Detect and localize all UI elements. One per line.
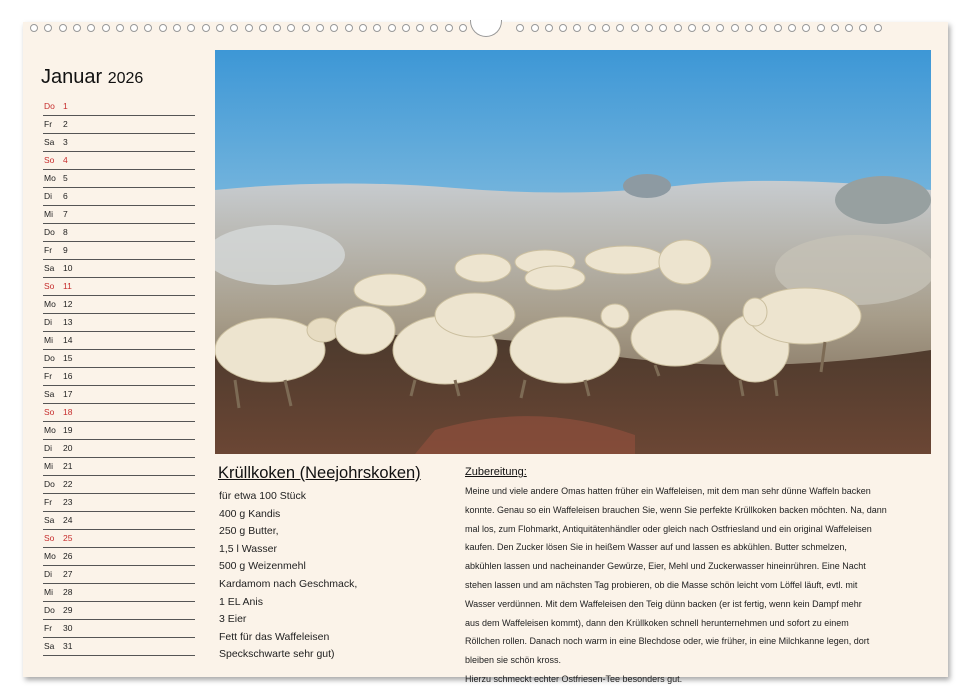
month-year: 2026 — [107, 70, 144, 87]
binding-ring — [802, 24, 810, 32]
day-number: 11 — [63, 281, 72, 291]
day-number: 24 — [63, 515, 73, 525]
binding-ring — [330, 24, 338, 32]
day-row — [43, 548, 195, 566]
month-heading — [41, 66, 143, 89]
binding-ring — [245, 24, 253, 32]
binding-ring — [459, 24, 467, 32]
binding-ring — [73, 24, 81, 32]
day-row — [43, 566, 195, 584]
day-number: 17 — [63, 389, 73, 399]
binding-ring — [688, 24, 696, 32]
ingredient-item: 250 g Butter, — [219, 525, 279, 538]
day-number: 28 — [63, 587, 73, 597]
day-number: 25 — [63, 533, 73, 543]
day-number: 6 — [63, 191, 68, 201]
day-row — [43, 404, 195, 422]
binding-ring — [159, 24, 167, 32]
binding-ring — [602, 24, 610, 32]
preparation-line: bleiben sie schön kross. — [465, 655, 562, 666]
binding-ring — [373, 24, 381, 32]
ingredient-item: für etwa 100 Stück — [219, 490, 306, 502]
day-row — [43, 98, 195, 116]
weekday-label: Sa — [44, 515, 55, 525]
day-number: 27 — [63, 569, 73, 579]
weekday-label: Mo — [44, 425, 56, 435]
binding-ring — [716, 24, 724, 32]
weekday-label: Sa — [44, 641, 55, 651]
ingredient-item: Fett für das Waffeleisen — [219, 630, 330, 643]
binding-ring — [287, 24, 295, 32]
weekday-label: Mi — [44, 209, 53, 219]
binding-ring — [416, 24, 424, 32]
day-row — [43, 224, 195, 242]
binding-ring — [102, 24, 110, 32]
weekday-label: Do — [44, 479, 55, 489]
ingredient-item: 400 g Kandis — [219, 507, 281, 520]
weekday-label: Sa — [44, 137, 55, 147]
binding-ring — [316, 24, 324, 32]
binding-ring — [588, 24, 596, 32]
preparation-line: Meine und viele andere Omas hatten früher ein Waffeleisen, mit dem man sehr dünne Waffeln backen — [465, 486, 871, 496]
day-number: 30 — [63, 623, 73, 633]
binding-ring — [759, 24, 767, 32]
binding-ring — [430, 24, 438, 32]
preparation-line: abkühlen lassen und nacheinander Gewürze, Eier, Mehl und Zuckerwasser hineinrühren. Eine Nacht — [465, 561, 866, 572]
day-number: 16 — [63, 371, 73, 381]
preparation-line: kaufen. Den Zucker lösen Sie in heißem Wasser auf und lassen es abkühlen. Butter schmelzen, — [465, 542, 847, 553]
weekday-label: Fr — [44, 245, 53, 255]
binding-ring — [259, 24, 267, 32]
day-row — [43, 332, 195, 350]
day-number: 31 — [63, 641, 73, 651]
preparation-line: konnte. Genau so ein Waffeleisen brauchen Sie, wenn Sie perfekte Krüllkoken backen möchten. Na, dann — [465, 504, 887, 515]
weekday-label: Mo — [44, 551, 56, 561]
day-row — [43, 440, 195, 458]
binding-ring — [187, 24, 195, 32]
weekday-label: Fr — [44, 623, 53, 633]
day-row — [43, 494, 195, 512]
day-number: 3 — [63, 137, 68, 147]
binding-ring — [144, 24, 152, 32]
binding-ring — [445, 24, 453, 32]
binding-ring — [59, 24, 67, 32]
weekday-label: Fr — [44, 497, 53, 507]
weekday-label: So — [44, 533, 55, 543]
weekday-label: Sa — [44, 263, 55, 273]
binding-ring — [545, 24, 553, 32]
weekday-label: Mi — [44, 461, 53, 471]
binding-ring — [359, 24, 367, 32]
weekday-label: Do — [44, 605, 55, 615]
binding-ring — [831, 24, 839, 32]
day-row — [43, 386, 195, 404]
binding-ring — [859, 24, 867, 32]
binding-ring — [345, 24, 353, 32]
day-number: 26 — [63, 551, 73, 561]
day-number: 29 — [63, 605, 73, 615]
ingredient-item: Speckschwarte sehr gut) — [219, 648, 335, 661]
weekday-label: Fr — [44, 119, 53, 129]
binding-ring — [44, 24, 52, 32]
binding-ring — [388, 24, 396, 32]
weekday-label: Do — [44, 353, 55, 363]
weekday-label: Mi — [44, 587, 53, 597]
day-row — [43, 584, 195, 602]
preparation-line: aus dem Waffeleisen kommt), dann den Krüllkoken schnell herunternehmen und sofort zu einem — [465, 617, 849, 628]
sheep-photo — [215, 50, 931, 454]
weekday-label: Sa — [44, 389, 55, 399]
binding-ring — [273, 24, 281, 32]
day-number: 2 — [63, 119, 68, 129]
day-row — [43, 206, 195, 224]
weekday-label: Di — [44, 443, 53, 453]
day-number: 10 — [63, 263, 73, 273]
day-number: 1 — [63, 101, 68, 111]
day-row — [43, 620, 195, 638]
binding-ring — [631, 24, 639, 32]
day-row — [43, 512, 195, 530]
weekday-label: Mo — [44, 173, 56, 183]
binding-ring — [516, 24, 524, 32]
binding-ring — [87, 24, 95, 32]
day-row — [43, 368, 195, 386]
preparation-line: mal los, zum Flohmarkt, Antiquitätenhändler oder gleich nach Ostfriesland und ein original Waffeleisen — [465, 523, 872, 534]
day-row — [43, 458, 195, 476]
day-row — [43, 638, 195, 656]
ingredient-item: Kardamom nach Geschmack, — [219, 577, 358, 590]
preparation-line: Wasser verdünnen. Mit dem Waffeleisen den Teig dünn backen (er ist fertig, wenn kein Dampf mehr — [465, 598, 862, 609]
day-number: 23 — [63, 497, 73, 507]
ingredient-item: 500 g Weizenmehl — [219, 560, 306, 573]
binding-ring — [659, 24, 667, 32]
binding-ring — [402, 24, 410, 32]
binding-ring — [874, 24, 882, 32]
binding-ring — [674, 24, 682, 32]
weekday-label: Mi — [44, 335, 53, 345]
day-row — [43, 476, 195, 494]
binding-ring — [731, 24, 739, 32]
preparation-line: Hierzu schmeckt echter Ostfriesen-Tee besonders gut. — [465, 673, 683, 684]
binding-ring — [573, 24, 581, 32]
binding-ring — [531, 24, 539, 32]
day-row — [43, 170, 195, 188]
day-row — [43, 350, 195, 368]
binding-ring — [645, 24, 653, 32]
binding-ring — [745, 24, 753, 32]
binding-ring — [616, 24, 624, 32]
recipe-title: Krüllkoken (Neejohrskoken) — [218, 464, 421, 482]
day-number: 20 — [63, 443, 73, 453]
binding-ring — [302, 24, 310, 32]
day-row — [43, 134, 195, 152]
binding-ring — [130, 24, 138, 32]
ingredient-item: 3 Eier — [219, 613, 247, 626]
weekday-label: Do — [44, 101, 55, 111]
day-number: 13 — [63, 317, 73, 327]
sheep-photo-image — [215, 50, 931, 454]
day-number: 7 — [63, 209, 68, 219]
day-row — [43, 260, 195, 278]
weekday-label: Fr — [44, 371, 53, 381]
day-number: 19 — [63, 425, 73, 435]
day-number: 15 — [63, 353, 73, 363]
weekday-label: Di — [44, 191, 53, 201]
month-name: Januar — [41, 66, 103, 88]
day-number: 8 — [63, 227, 68, 237]
binding-ring — [774, 24, 782, 32]
binding-ring — [216, 24, 224, 32]
day-row — [43, 116, 195, 134]
day-number: 14 — [63, 335, 73, 345]
weekday-label: Di — [44, 317, 53, 327]
weekday-label: So — [44, 281, 55, 291]
weekday-label: So — [44, 407, 55, 417]
ingredient-item: 1 EL Anis — [219, 595, 263, 608]
binding-ring — [817, 24, 825, 32]
day-row — [43, 278, 195, 296]
preparation-title: Zubereitung: — [465, 466, 527, 478]
day-row — [43, 188, 195, 206]
day-row — [43, 314, 195, 332]
day-row — [43, 602, 195, 620]
binding-ring — [230, 24, 238, 32]
day-row — [43, 296, 195, 314]
binding-ring — [173, 24, 181, 32]
day-number: 21 — [63, 461, 73, 471]
day-number: 5 — [63, 173, 68, 183]
binding-ring — [116, 24, 124, 32]
day-number: 4 — [63, 155, 68, 165]
day-row — [43, 530, 195, 548]
weekday-label: Do — [44, 227, 55, 237]
weekday-label: Di — [44, 569, 53, 579]
ingredient-item: 1,5 l Wasser — [219, 542, 277, 555]
preparation-text — [465, 482, 943, 689]
day-row — [43, 242, 195, 260]
ingredient-list — [219, 488, 357, 664]
weekday-label: So — [44, 155, 55, 165]
binding-ring — [559, 24, 567, 32]
preparation-line: Röllchen rollen. Danach noch warm in eine Blechdose oder, wie früher, in eine Milchkanne legen, dort — [465, 636, 870, 647]
preparation-line: stehen lassen und am nächsten Tag probieren, ob die Masse schön leicht vom Löffel läuft, evtl. mit — [465, 579, 858, 590]
day-number: 12 — [63, 299, 73, 309]
weekday-label: Mo — [44, 299, 56, 309]
day-number: 18 — [63, 407, 73, 417]
binding-ring — [702, 24, 710, 32]
binding-ring — [30, 24, 38, 32]
binding-ring — [788, 24, 796, 32]
day-row — [43, 422, 195, 440]
day-row — [43, 152, 195, 170]
day-number: 22 — [63, 479, 73, 489]
binding-ring — [202, 24, 210, 32]
binding-ring — [845, 24, 853, 32]
day-number: 9 — [63, 245, 68, 255]
